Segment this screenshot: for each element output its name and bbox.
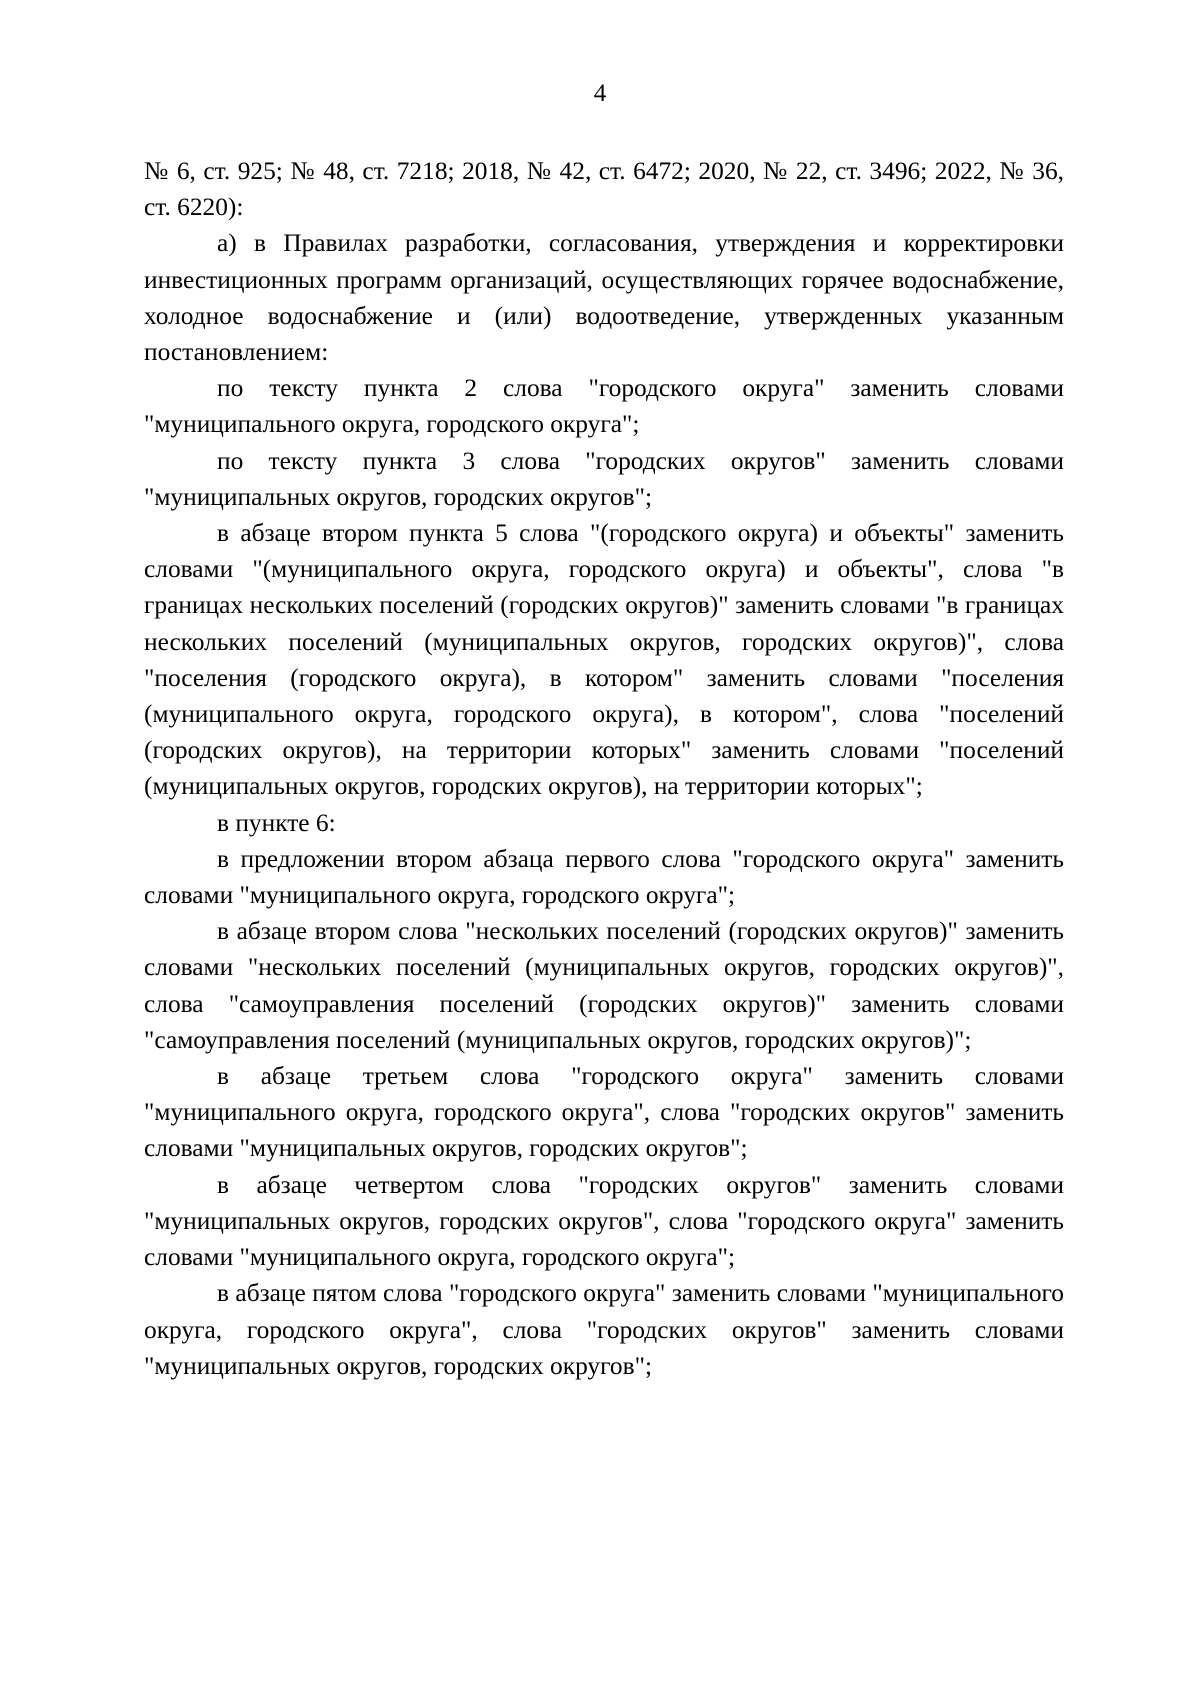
paragraph-continuation: № 6, ст. 925; № 48, ст. 7218; 2018, № 42, ст. 6472; 2020, № 22, ст. 3496; 2022, № 36, ст. 6220): xyxy=(144,157,1064,222)
paragraph-point-6-heading: в пункте 6: xyxy=(217,808,336,837)
document-body xyxy=(144,153,1064,1384)
paragraph-point-6-abzac-3: в абзаце третьем слова "городского округа" заменить словами "муниципального округа, городского округа", слова "городских округов" заменить словами "муниципальных округов, городских округов"; xyxy=(144,1062,1064,1163)
paragraph-point-6-abzac-5: в абзаце пятом слова "городского округа" заменить словами "муниципального округа, городского округа", слова "городских округов" заменить словами "муниципальных округов, городских округов"; xyxy=(144,1279,1064,1380)
paragraph-point-6-abzac-1: в предложении втором абзаца первого слова "городского округа" заменить словами "муниципального округа, городского округа"; xyxy=(144,844,1064,910)
paragraph-point-6-abzac-2: в абзаце втором слова "нескольких поселений (городских округов)" заменить словами "нескольких поселений (муниципальных округов, городских округов)", слова "самоуправления поселений (городских округов)" заменить словами "самоуправления поселений (муниципальных округов, городских округов)"; xyxy=(144,917,1064,1054)
paragraph-point-5: в абзаце втором пункта 5 слова "(городского округа) и объекты" заменить словами "(муниципального округа, городского округа) и объекты", слова "в границах нескольких поселений (городских округов)" заменить словами "в границах нескольких поселений (муниципальных округов, городских округов)", слова "поселения (городского округа), в котором" заменить словами "поселения (муниципального округа, городского округа), в котором", слова "поселений (городских округов), на территории которых" заменить словами "поселений (муниципальных округов, городских округов), на территории которых"; xyxy=(144,519,1064,801)
paragraph-item-a: а) в Правилах разработки, согласования, утверждения и корректировки инвестиционных программ организаций, осуществляющих горячее водоснабжение, холодное водоснабжение и (или) водоотведение, утвержденных указанным постановлением: xyxy=(144,229,1064,367)
paragraph-point-3: по тексту пункта 3 слова "городских округов" заменить словами "муниципальных округов, городских округов"; xyxy=(144,446,1064,511)
page-number: 4 xyxy=(593,80,607,107)
paragraph-point-6-abzac-4: в абзаце четвертом слова "городских округов" заменить словами "муниципальных округов, городских округов", слова "городского округа" заменить словами "муниципального округа, городского округа"; xyxy=(144,1170,1064,1272)
paragraph-point-2: по тексту пункта 2 слова "городского округа" заменить словами "муниципального округа, городского округа"; xyxy=(144,374,1064,439)
